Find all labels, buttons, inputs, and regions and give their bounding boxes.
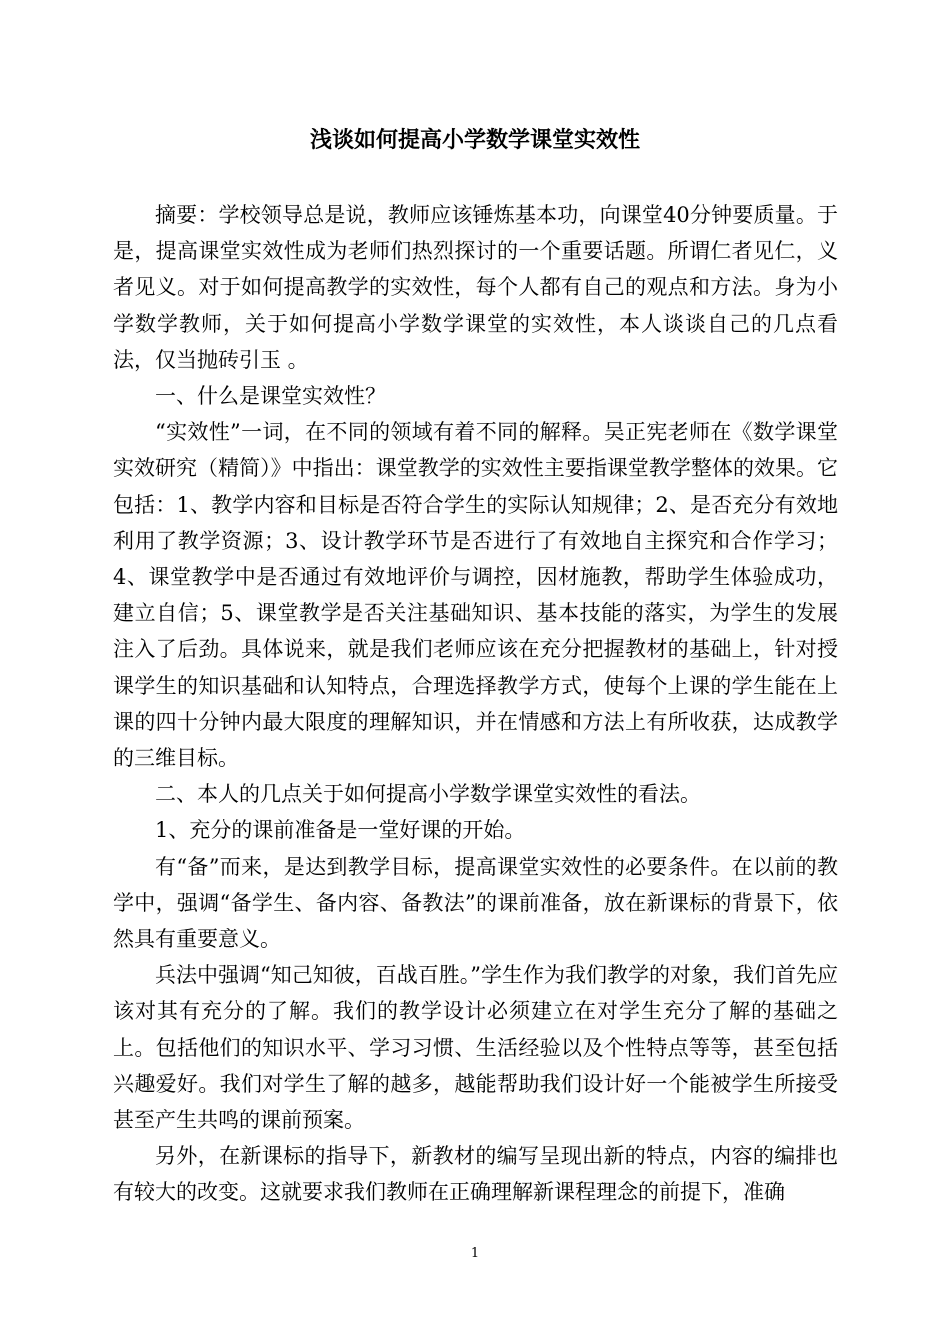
heading-subsection-1: 1、充分的课前准备是一堂好课的开始。 bbox=[155, 818, 526, 843]
paragraph-preparation: 有“备”而来，是达到教学目标，提高课堂实效性的必要条件。在以前的教学中，强调“备学生、备内容、备教法”的课前准备，放在新课标的背景下，依然具有重要意义。 bbox=[113, 854, 838, 952]
paragraph-know-students: 兵法中强调“知己知彼，百战百胜。”学生作为我们教学的对象，我们首先应该对其有充分的了解。我们的教学设计必须建立在对学生充分了解的基础之上。包括他们的知识水平、学习习惯、生活经验以及个性特点等等，甚至包括兴趣爱好。我们对学生了解的越多，越能帮助我们设计好一个能被学生所接受甚至产生共鸣的课前预案。 bbox=[113, 963, 838, 1133]
paragraph-new-curriculum: 另外，在新课标的指导下，新教材的编写呈现出新的特点，内容的编排也有较大的改变。这就要求我们教师在正确理解新课程理念的前提下，准确 bbox=[113, 1144, 838, 1205]
heading-section-2: 二、本人的几点关于如何提高小学数学课堂实效性的看法。 bbox=[155, 782, 701, 807]
document-body bbox=[113, 197, 838, 1211]
paragraph-definition: “实效性”一词，在不同的领域有着不同的解释。吴正宪老师在《数学课堂实效研究（精简）》中指出：课堂教学的实效性主要指课堂教学整体的效果。它包括：1、教学内容和目标是否符合学生的实际认知规律；2、是否充分有效地利用了教学资源；3、设计教学环节是否进行了有效地自主探究和合作学习；4、课堂教学中是否通过有效地评价与调控，因材施教，帮助学生体验成功，建立自信；5、课堂教学是否关注基础知识、基本技能的落实，为学生的发展注入了后劲。具体说来，就是我们老师应该在充分把握教材的基础上，针对授课学生的知识基础和认知特点，合理选择教学方式，使每个上课的学生能在上课的四十分钟内最大限度的理解知识，并在情感和方法上有所收获，达成教学的三维目标。 bbox=[113, 420, 838, 771]
document-title: 浅谈如何提高小学数学课堂实效性 bbox=[309, 128, 640, 153]
paragraph-abstract: 摘要：学校领导总是说，教师应该锤炼基本功，向课堂40分钟要质量。于是，提高课堂实效性成为老师们热烈探讨的一个重要话题。所谓仁者见仁，义者见义。对于如何提高教学的实效性，每个人都有自己的观点和方法。身为小学数学教师，关于如何提高小学数学课堂的实效性，本人谈谈自己的几点看法，仅当抛砖引玉 。 bbox=[113, 203, 838, 372]
heading-section-1: 一、什么是课堂实效性？ bbox=[155, 384, 386, 409]
page-number: 1 bbox=[470, 1246, 480, 1261]
